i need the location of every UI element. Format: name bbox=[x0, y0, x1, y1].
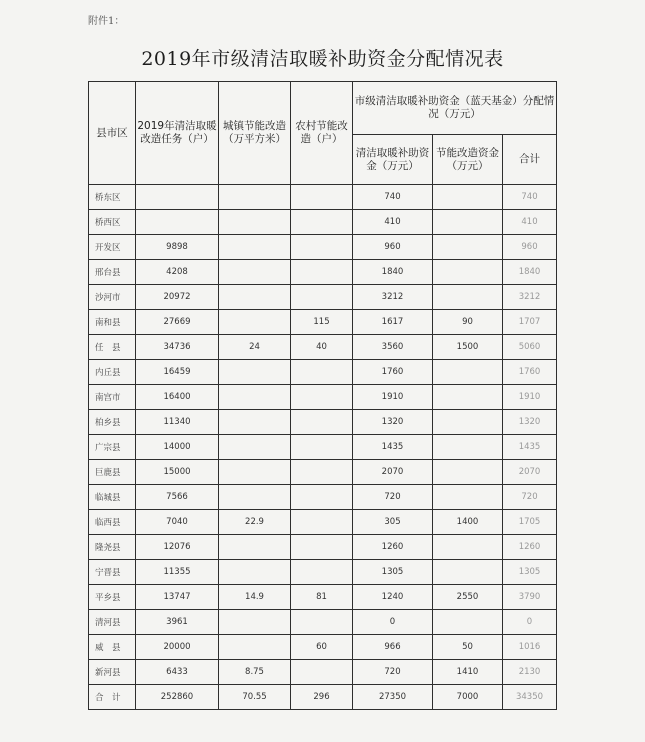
cell-task: 14000 bbox=[136, 435, 219, 460]
cell-total: 1305 bbox=[503, 560, 557, 585]
table-row bbox=[89, 585, 557, 610]
cell-clean-fund: 1617 bbox=[353, 310, 433, 335]
cell-rural bbox=[291, 485, 353, 510]
cell-urban: 8.75 bbox=[219, 660, 291, 685]
cell-urban: 14.9 bbox=[219, 585, 291, 610]
table-row bbox=[89, 685, 557, 710]
cell-energy-fund bbox=[433, 385, 503, 410]
cell-urban bbox=[219, 360, 291, 385]
cell-urban bbox=[219, 535, 291, 560]
table-row bbox=[89, 285, 557, 310]
cell-total: 740 bbox=[503, 185, 557, 210]
table-row bbox=[89, 460, 557, 485]
cell-rural bbox=[291, 660, 353, 685]
cell-urban bbox=[219, 385, 291, 410]
cell-urban bbox=[219, 410, 291, 435]
cell-energy-fund bbox=[433, 210, 503, 235]
cell-task: 34736 bbox=[136, 335, 219, 360]
cell-total: 1705 bbox=[503, 510, 557, 535]
cell-clean-fund: 1305 bbox=[353, 560, 433, 585]
cell-clean-fund: 0 bbox=[353, 610, 433, 635]
table-row bbox=[89, 560, 557, 585]
cell-rural bbox=[291, 560, 353, 585]
cell-county: 新河县 bbox=[89, 660, 136, 685]
cell-task: 9898 bbox=[136, 235, 219, 260]
cell-energy-fund: 1400 bbox=[433, 510, 503, 535]
cell-rural bbox=[291, 360, 353, 385]
table-row bbox=[89, 535, 557, 560]
table-row bbox=[89, 260, 557, 285]
cell-total: 2070 bbox=[503, 460, 557, 485]
cell-task: 3961 bbox=[136, 610, 219, 635]
cell-energy-fund bbox=[433, 560, 503, 585]
cell-task: 12076 bbox=[136, 535, 219, 560]
cell-rural bbox=[291, 510, 353, 535]
cell-task: 27669 bbox=[136, 310, 219, 335]
cell-rural bbox=[291, 410, 353, 435]
cell-energy-fund bbox=[433, 235, 503, 260]
cell-task bbox=[136, 210, 219, 235]
page-title: 2019年市级清洁取暖补助资金分配情况表 bbox=[141, 48, 504, 70]
cell-county: 合 计 bbox=[89, 685, 136, 710]
cell-clean-fund: 740 bbox=[353, 185, 433, 210]
cell-total: 1435 bbox=[503, 435, 557, 460]
header-urban: 城镇节能改造（万平方米） bbox=[219, 82, 291, 185]
table-row bbox=[89, 635, 557, 660]
cell-total: 410 bbox=[503, 210, 557, 235]
cell-rural: 115 bbox=[291, 310, 353, 335]
cell-total: 1260 bbox=[503, 535, 557, 560]
cell-energy-fund: 7000 bbox=[433, 685, 503, 710]
header-county: 县市区 bbox=[89, 82, 136, 185]
cell-clean-fund: 966 bbox=[353, 635, 433, 660]
cell-rural: 296 bbox=[291, 685, 353, 710]
cell-clean-fund: 3212 bbox=[353, 285, 433, 310]
cell-county: 隆尧县 bbox=[89, 535, 136, 560]
cell-county: 桥西区 bbox=[89, 210, 136, 235]
cell-county: 清河县 bbox=[89, 610, 136, 635]
cell-clean-fund: 410 bbox=[353, 210, 433, 235]
header-rural: 农村节能改造（户） bbox=[291, 82, 353, 185]
cell-rural bbox=[291, 285, 353, 310]
cell-total: 1840 bbox=[503, 260, 557, 285]
cell-task: 11340 bbox=[136, 410, 219, 435]
table-row bbox=[89, 610, 557, 635]
cell-rural bbox=[291, 385, 353, 410]
cell-total: 0 bbox=[503, 610, 557, 635]
cell-urban bbox=[219, 460, 291, 485]
cell-urban: 70.55 bbox=[219, 685, 291, 710]
cell-total: 1910 bbox=[503, 385, 557, 410]
cell-urban bbox=[219, 260, 291, 285]
cell-task: 13747 bbox=[136, 585, 219, 610]
cell-energy-fund: 90 bbox=[433, 310, 503, 335]
cell-clean-fund: 1840 bbox=[353, 260, 433, 285]
cell-urban: 24 bbox=[219, 335, 291, 360]
cell-county: 宁晋县 bbox=[89, 560, 136, 585]
cell-total: 3212 bbox=[503, 285, 557, 310]
header-total: 合计 bbox=[503, 135, 557, 185]
table-row bbox=[89, 360, 557, 385]
cell-county: 平乡县 bbox=[89, 585, 136, 610]
cell-rural bbox=[291, 235, 353, 260]
table-row bbox=[89, 410, 557, 435]
cell-energy-fund: 1500 bbox=[433, 335, 503, 360]
cell-county: 邢台县 bbox=[89, 260, 136, 285]
cell-urban bbox=[219, 310, 291, 335]
cell-county: 临西县 bbox=[89, 510, 136, 535]
table-row bbox=[89, 210, 557, 235]
cell-county: 沙河市 bbox=[89, 285, 136, 310]
table-row bbox=[89, 185, 557, 210]
cell-total: 3790 bbox=[503, 585, 557, 610]
cell-clean-fund: 1760 bbox=[353, 360, 433, 385]
cell-task: 20972 bbox=[136, 285, 219, 310]
cell-county: 内丘县 bbox=[89, 360, 136, 385]
cell-rural: 81 bbox=[291, 585, 353, 610]
cell-urban bbox=[219, 235, 291, 260]
cell-energy-fund bbox=[433, 285, 503, 310]
cell-clean-fund: 27350 bbox=[353, 685, 433, 710]
table-row bbox=[89, 435, 557, 460]
table-row bbox=[89, 310, 557, 335]
table-row bbox=[89, 510, 557, 535]
cell-task: 20000 bbox=[136, 635, 219, 660]
cell-urban bbox=[219, 285, 291, 310]
cell-urban bbox=[219, 635, 291, 660]
cell-energy-fund bbox=[433, 410, 503, 435]
cell-county: 临城县 bbox=[89, 485, 136, 510]
cell-energy-fund bbox=[433, 460, 503, 485]
cell-rural bbox=[291, 435, 353, 460]
cell-county: 南和县 bbox=[89, 310, 136, 335]
cell-urban bbox=[219, 560, 291, 585]
cell-clean-fund: 1260 bbox=[353, 535, 433, 560]
table-row bbox=[89, 485, 557, 510]
cell-task: 4208 bbox=[136, 260, 219, 285]
cell-rural bbox=[291, 460, 353, 485]
header-task: 2019年清洁取暖改造任务（户） bbox=[136, 82, 219, 185]
cell-urban bbox=[219, 610, 291, 635]
cell-task: 252860 bbox=[136, 685, 219, 710]
allocation-table bbox=[88, 81, 557, 710]
cell-county: 巨鹿县 bbox=[89, 460, 136, 485]
cell-task: 6433 bbox=[136, 660, 219, 685]
cell-task bbox=[136, 185, 219, 210]
cell-urban bbox=[219, 435, 291, 460]
cell-task: 7040 bbox=[136, 510, 219, 535]
cell-clean-fund: 3560 bbox=[353, 335, 433, 360]
cell-task: 16459 bbox=[136, 360, 219, 385]
cell-rural bbox=[291, 185, 353, 210]
cell-county: 任 县 bbox=[89, 335, 136, 360]
cell-urban bbox=[219, 185, 291, 210]
cell-urban bbox=[219, 210, 291, 235]
cell-rural bbox=[291, 210, 353, 235]
attachment-label: 附件1： bbox=[88, 16, 125, 27]
cell-rural bbox=[291, 260, 353, 285]
cell-energy-fund bbox=[433, 610, 503, 635]
cell-clean-fund: 720 bbox=[353, 485, 433, 510]
cell-total: 960 bbox=[503, 235, 557, 260]
table-row bbox=[89, 335, 557, 360]
cell-task: 11355 bbox=[136, 560, 219, 585]
cell-urban bbox=[219, 485, 291, 510]
cell-total: 1320 bbox=[503, 410, 557, 435]
cell-total: 720 bbox=[503, 485, 557, 510]
cell-county: 柏乡县 bbox=[89, 410, 136, 435]
cell-rural bbox=[291, 610, 353, 635]
header-subsidy-group: 市级清洁取暖补助资金（蓝天基金）分配情况（万元） bbox=[353, 82, 557, 135]
cell-county: 威 县 bbox=[89, 635, 136, 660]
cell-rural: 40 bbox=[291, 335, 353, 360]
cell-clean-fund: 2070 bbox=[353, 460, 433, 485]
cell-total: 1016 bbox=[503, 635, 557, 660]
cell-clean-fund: 1320 bbox=[353, 410, 433, 435]
cell-energy-fund bbox=[433, 360, 503, 385]
cell-energy-fund bbox=[433, 435, 503, 460]
table-row bbox=[89, 235, 557, 260]
cell-total: 2130 bbox=[503, 660, 557, 685]
table-row bbox=[89, 385, 557, 410]
cell-total: 5060 bbox=[503, 335, 557, 360]
cell-energy-fund bbox=[433, 485, 503, 510]
header-clean-fund: 清洁取暖补助资金（万元） bbox=[353, 135, 433, 185]
cell-county: 广宗县 bbox=[89, 435, 136, 460]
cell-energy-fund bbox=[433, 535, 503, 560]
cell-energy-fund bbox=[433, 185, 503, 210]
header-energy-fund: 节能改造资金（万元） bbox=[433, 135, 503, 185]
cell-clean-fund: 305 bbox=[353, 510, 433, 535]
table-row bbox=[89, 660, 557, 685]
cell-energy-fund: 1410 bbox=[433, 660, 503, 685]
cell-county: 桥东区 bbox=[89, 185, 136, 210]
cell-total: 34350 bbox=[503, 685, 557, 710]
cell-urban: 22.9 bbox=[219, 510, 291, 535]
cell-clean-fund: 1910 bbox=[353, 385, 433, 410]
cell-county: 南宫市 bbox=[89, 385, 136, 410]
cell-rural bbox=[291, 535, 353, 560]
cell-clean-fund: 960 bbox=[353, 235, 433, 260]
cell-county: 开发区 bbox=[89, 235, 136, 260]
cell-clean-fund: 1435 bbox=[353, 435, 433, 460]
cell-energy-fund bbox=[433, 260, 503, 285]
cell-task: 15000 bbox=[136, 460, 219, 485]
cell-rural: 60 bbox=[291, 635, 353, 660]
cell-energy-fund: 2550 bbox=[433, 585, 503, 610]
cell-total: 1707 bbox=[503, 310, 557, 335]
cell-clean-fund: 720 bbox=[353, 660, 433, 685]
cell-task: 16400 bbox=[136, 385, 219, 410]
cell-clean-fund: 1240 bbox=[353, 585, 433, 610]
cell-energy-fund: 50 bbox=[433, 635, 503, 660]
cell-total: 1760 bbox=[503, 360, 557, 385]
cell-task: 7566 bbox=[136, 485, 219, 510]
